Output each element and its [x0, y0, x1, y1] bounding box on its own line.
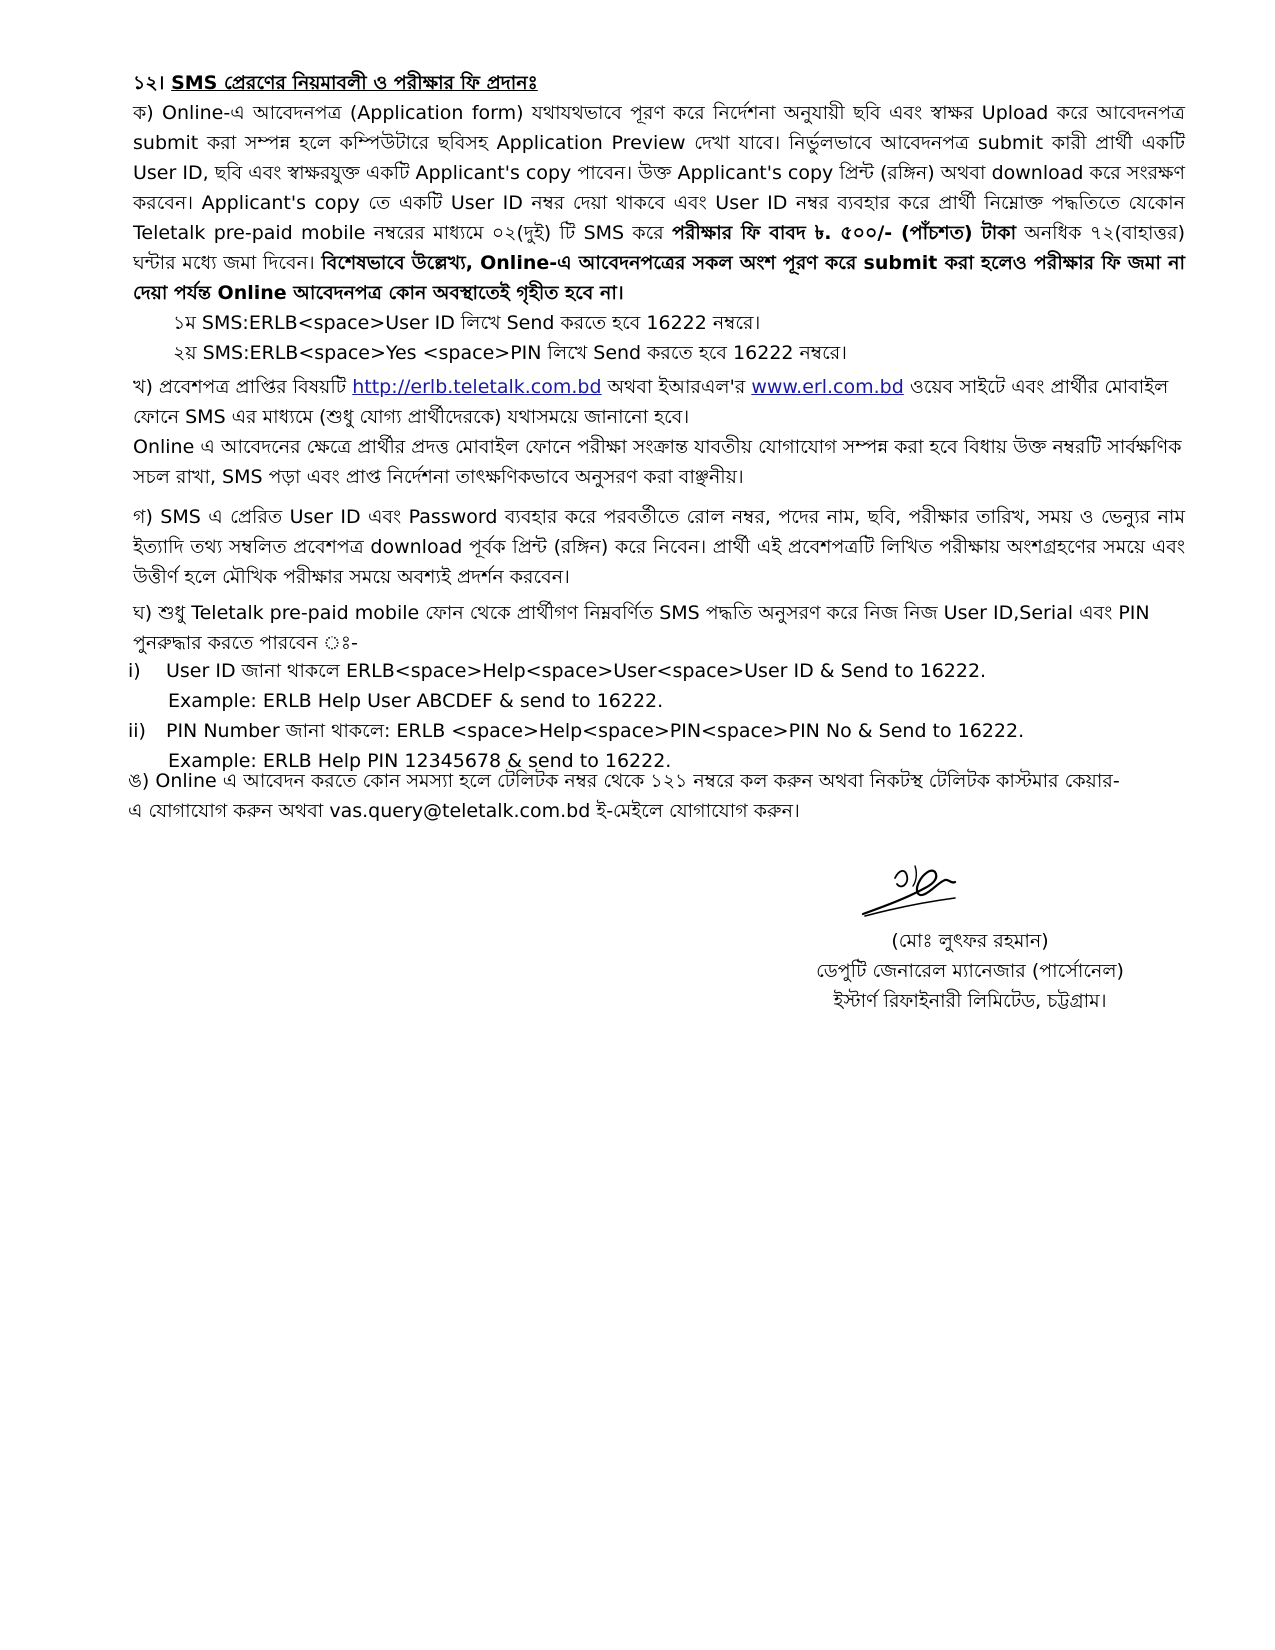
- list-number: ii): [128, 720, 146, 742]
- recovery-pin-example: Example: ERLB Help PIN 12345678 & send to 16222.: [168, 750, 672, 772]
- erl-website-link[interactable]: www.erl.com.bd: [751, 376, 904, 398]
- recovery-intro: ঘ) শুধু Teletalk pre-paid mobile ফোন থেকে প্রার্থীগণ নিম্নবর্ণিত SMS পদ্ধতি অনুসরণ করে নিজ নিজ User ID,Serial এবং PIN পুনরুদ্ধার করতে পারবেন ঃ-: [133, 602, 1150, 654]
- important-notice: বিশেষভাবে উল্লেখ্য, Online-এ আবেদনপত্রের সকল অংশ পূরণ করে submit করা হলেও পরীক্ষার ফি জমা না দেয়া পর্যন্ত Online আবেদনপত্র কোন অবস্থাতেই গৃহীত হবে না।: [133, 252, 1185, 304]
- signature-block: [780, 926, 1160, 1016]
- paragraph-ga: [133, 502, 1185, 592]
- section-12: [133, 68, 1185, 368]
- recovery-list: [128, 656, 1180, 776]
- paragraph-uma: [128, 766, 1128, 826]
- signature-image: [855, 858, 965, 920]
- mobile-notice: Online এ আবেদনের ক্ষেত্রে প্রার্থীর প্রদত্ত মোবাইল ফোনে পরীক্ষা সংক্রান্ত যাবতীয় যোগাযোগ সম্পন্ন করা হবে বিধায় উক্ত নম্বরটি সার্বক্ষণিক সচল রাখা, SMS পড়া এবং প্রাপ্ত নির্দেশনা তাৎক্ষণিকভাবে অনুসরণ করা বাঞ্ছনীয়।: [133, 436, 1182, 488]
- admit-download-info: গ) SMS এ প্রেরিত User ID এবং Password ব্যবহার করে পরবর্তীতে রোল নম্বর, পদের নাম, ছবি, পরীক্ষার তারিখ, সময় ও ভেন্যুর নাম ইত্যাদি তথ্য সম্বলিত প্রবেশপত্র download পূর্বক প্রিন্ট (রঙ্গিন) করে নিবেন। প্রার্থী এই প্রবেশপত্রটি লিখিত পরীক্ষায় অংশগ্রহণের সময়ে এবং উত্তীর্ণ হলে মৌখিক পরীক্ষার সময়ে অবশ্যই প্রদর্শন করবেন।: [133, 506, 1185, 588]
- sms-instruction-2: ২য় SMS:ERLB<space>Yes <space>PIN লিখে Send করতে হবে 16222 নম্বরে।: [173, 342, 847, 364]
- section-number: ১২।: [133, 72, 172, 94]
- recovery-item: [128, 716, 1180, 746]
- kha-text-3: ওয়েব সাইটে এবং প্রার্থীর মোবাইল ফোনে SMS এর মাধ্যমে (শুধু যোগ্য প্রার্থীদেরকে) যথাসময়ে জানানো হবে।: [133, 376, 1169, 428]
- recovery-user-id-text: User ID জানা থাকলে ERLB<space>Help<space>User<space>User ID & Send to 16222.: [166, 660, 987, 682]
- signatory-designation: ডেপুটি জেনারেল ম্যানেজার (পার্সোনেল): [816, 960, 1124, 982]
- list-number: i): [128, 660, 141, 682]
- signatory-company: ইস্টার্ণ রিফাইনারী লিমিটেড, চট্টগ্রাম।: [833, 990, 1107, 1012]
- paragraph-ka: [133, 98, 1185, 308]
- fee-amount: পরীক্ষার ফি বাবদ ৳. ৫০০/- (পাঁচশত) টাকা: [672, 222, 1017, 244]
- recovery-pin-text: PIN Number জানা থাকলে: ERLB <space>Help<space>PIN<space>PIN No & Send to 16222.: [166, 720, 1025, 742]
- recovery-item: [128, 656, 1180, 686]
- erlb-teletalk-link[interactable]: http://erlb.teletalk.com.bd: [352, 376, 602, 398]
- kha-text-2: অথবা ইআরএল'র: [601, 376, 752, 398]
- paragraph-ka-text-2: অনধিক ৭২(বাহাত্তর) ঘন্টার মধ্যে জমা দিবেন।: [133, 222, 1185, 274]
- section-12-heading: [133, 68, 1185, 98]
- helpline-info: ঙ) Online এ আবেদন করতে কোন সমস্যা হলে টেলিটক নম্বর থেকে ১২১ নম্বরে কল করুন অথবা নিকটস্থ টেলিটক কাস্টমার কেয়ার-এ যোগাযোগ করুন অথবা vas.query@teletalk.com.bd ই-মেইলে যোগাযোগ করুন।: [128, 770, 1120, 822]
- admit-card-info: [133, 372, 1185, 432]
- paragraph-gha: [133, 598, 1185, 658]
- paragraph-kha: [133, 372, 1185, 492]
- kha-text-1: খ) প্রবেশপত্র প্রাপ্তির বিষয়টি: [133, 376, 353, 398]
- signatory-name: (মোঃ লুৎফর রহমান): [891, 930, 1049, 952]
- recovery-user-id-example: Example: ERLB Help User ABCDEF & send to 16222.: [168, 690, 664, 712]
- section-title: SMS প্রেরণের নিয়মাবলী ও পরীক্ষার ফি প্রদানঃ: [171, 72, 538, 94]
- sms-instruction-1: ১ম SMS:ERLB<space>User ID লিখে Send করতে হবে 16222 নম্বরে।: [173, 312, 761, 334]
- paragraph-ka-text-1: ক) Online-এ আবেদনপত্র (Application form) যথাযথভাবে পূরণ করে নির্দেশনা অনুযায়ী ছবি এবং স্বাক্ষর Upload করে আবেদনপত্র submit করা সম্পন্ন হলে কম্পিউটারে ছবিসহ Application Preview দেখা যাবে। নির্ভুলভাবে আবেদনপত্র submit কারী প্রার্থী একটি User ID, ছবি এবং স্বাক্ষরযুক্ত একটি Applicant's copy পাবেন। উক্ত Applicant's copy প্রিন্ট (রঙ্গিন) অথবা download করে সংরক্ষণ করবেন। Applicant's copy তে একটি User ID নম্বর দেয়া থাকবে এবং User ID নম্বর ব্যবহার করে প্রার্থী নিম্নোক্ত পদ্ধতিতে যেকোন Teletalk pre-paid mobile নম্বরের মাধ্যমে ০২(দুই) টি SMS করে: [133, 102, 1185, 244]
